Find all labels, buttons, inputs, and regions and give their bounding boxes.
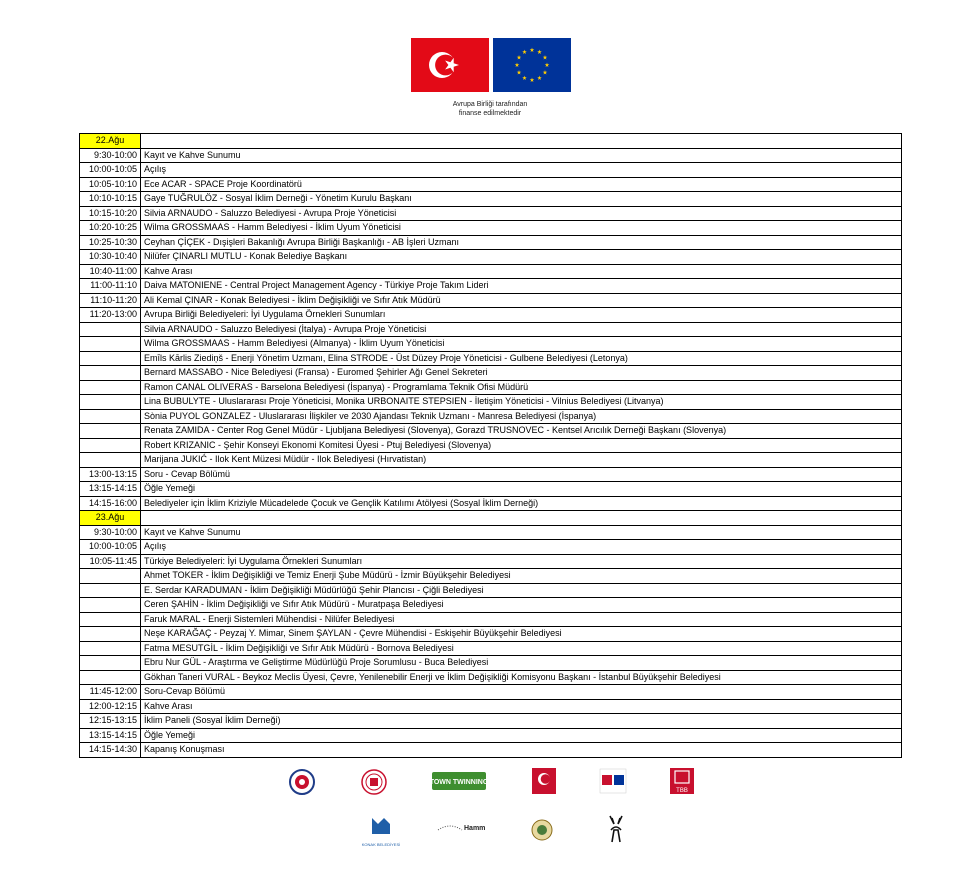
schedule-row <box>80 540 902 555</box>
time-cell <box>80 380 141 395</box>
activity-cell: Ebru Nur GÜL - Araştırma ve Geliştirme Müdürlüğü Proje Sorumlusu - Buca Belediyesi <box>141 656 902 671</box>
header-flags <box>411 38 571 92</box>
day-header-empty <box>141 511 902 526</box>
funded-line-2: finanse edilmektedir <box>458 110 522 117</box>
activity-cell: Silvia ARNAUDO - Saluzzo Belediyesi (İtalya) - Avrupa Proje Yöneticisi <box>141 322 902 337</box>
schedule-table <box>79 133 902 758</box>
time-cell <box>80 337 141 352</box>
activity-cell: Robert KRIZANIC - Şehir Konseyi Ekonomi Komitesi Üyesi - Ptuj Belediyesi (Slovenya) <box>141 438 902 453</box>
time-cell <box>80 569 141 584</box>
town-twinning-text: TOWN TWINNING <box>429 779 489 786</box>
ceb-seal-logo-icon <box>290 770 314 794</box>
time-cell <box>80 670 141 685</box>
schedule-row <box>80 699 902 714</box>
time-cell: 13:15-14:15 <box>80 482 141 497</box>
time-cell: 11:45-12:00 <box>80 685 141 700</box>
schedule-row <box>80 424 902 439</box>
day-label: 23.Ağu <box>80 511 141 526</box>
konak-text: KONAK BELEDİYESİ <box>361 842 401 847</box>
time-cell: 14:15-14:30 <box>80 743 141 758</box>
activity-cell: Soru-Cevap Bölümü <box>141 685 902 700</box>
day-label: 22.Ağu <box>80 134 141 149</box>
schedule-row <box>80 293 902 308</box>
funded-by-eu-caption <box>390 100 590 118</box>
day-header-row <box>80 134 902 149</box>
activity-cell: Kahve Arası <box>141 699 902 714</box>
activity-cell: Gökhan Taneri VURAL - Beykoz Meclis Üyesi, Çevre, Yenilenebilir Enerji ve İklim Değişikliği Komisyonu Başkanı - İstanbul Büyükşehir Belediyesi <box>141 670 902 685</box>
time-cell: 10:15-10:20 <box>80 206 141 221</box>
eu-delegation-logo-icon <box>532 768 556 794</box>
schedule-row <box>80 322 902 337</box>
schedule-row <box>80 554 902 569</box>
schedule-row <box>80 337 902 352</box>
schedule-row <box>80 467 902 482</box>
ministry-seal-logo-icon <box>362 770 386 794</box>
time-cell <box>80 438 141 453</box>
schedule-row <box>80 250 902 265</box>
time-cell: 13:00-13:15 <box>80 467 141 482</box>
activity-cell: Sònia PUYOL GONZALEZ - Uluslararası İlişkiler ve 2030 Ajandası Teknik Uzmanı - Manresa Belediyesi (İspanya) <box>141 409 902 424</box>
activity-cell: Kayıt ve Kahve Sunumu <box>141 148 902 163</box>
time-cell: 10:00-10:05 <box>80 540 141 555</box>
schedule-row <box>80 163 902 178</box>
schedule-row <box>80 743 902 758</box>
schedule-row <box>80 728 902 743</box>
schedule-row <box>80 438 902 453</box>
schedule-row <box>80 569 902 584</box>
activity-cell: Ali Kemal ÇINAR - Konak Belediyesi - İklim Değişikliği ve Sıfır Atık Müdürü <box>141 293 902 308</box>
schedule-row <box>80 583 902 598</box>
schedule-row <box>80 598 902 613</box>
activity-cell: Lina BUBULYTE - Uluslararası Proje Yöneticisi, Monika URBONAITE STEPSIEN - İletişim Yöneticisi - Vilnius Belediyesi (Litvanya) <box>141 395 902 410</box>
activity-cell: Belediyeler için İklim Kriziyle Mücadelede Çocuk ve Gençlik Katılımı Atölyesi (Sosyal İklim Derneği) <box>141 496 902 511</box>
activity-cell: Avrupa Birliği Belediyeleri: İyi Uygulama Örnekleri Sunumları <box>141 308 902 323</box>
activity-cell: Kapanış Konuşması <box>141 743 902 758</box>
time-cell <box>80 583 141 598</box>
activity-cell: Wilma GROSSMAAS - Hamm Belediyesi - İklim Uyum Yöneticisi <box>141 221 902 236</box>
time-cell <box>80 453 141 468</box>
activity-cell: Wilma GROSSMAAS - Hamm Belediyesi (Almanya) - İklim Uyum Yöneticisi <box>141 337 902 352</box>
partner-logos-row-1 <box>280 764 700 800</box>
activity-cell: Soru - Cevap Bölümü <box>141 467 902 482</box>
schedule-row <box>80 308 902 323</box>
activity-cell: Ceyhan ÇİÇEK - Dışişleri Bakanlığı Avrupa Birliği Başkanlığı - AB İşleri Uzmanı <box>141 235 902 250</box>
activity-cell: Açılış <box>141 163 902 178</box>
time-cell: 9:30-10:00 <box>80 148 141 163</box>
time-cell: 12:00-12:15 <box>80 699 141 714</box>
time-cell: 11:00-11:10 <box>80 279 141 294</box>
schedule-row <box>80 221 902 236</box>
time-cell: 14:15-16:00 <box>80 496 141 511</box>
time-cell <box>80 424 141 439</box>
schedule-row <box>80 641 902 656</box>
schedule-row <box>80 612 902 627</box>
schedule-row <box>80 264 902 279</box>
time-cell <box>80 656 141 671</box>
time-cell <box>80 322 141 337</box>
activity-cell: Neşe KARAĞAÇ - Peyzaj Y. Mimar, Sinem ŞAYLAN - Çevre Mühendisi - Eskişehir Büyükşehir Belediyesi <box>141 627 902 642</box>
time-cell: 10:30-10:40 <box>80 250 141 265</box>
schedule-row <box>80 714 902 729</box>
eu-flag-icon <box>493 38 571 92</box>
schedule-row <box>80 656 902 671</box>
activity-cell: Açılış <box>141 540 902 555</box>
hamm-text: Hamm <box>464 825 486 832</box>
schedule-row <box>80 351 902 366</box>
activity-cell: Emīls Kārlis Ziediņš - Enerji Yönetim Uzmanı, Elina STRODE - Üst Düzey Proje Yöneticisi - Gulbene Belediyesi (Letonya) <box>141 351 902 366</box>
activity-cell: Kayıt ve Kahve Sunumu <box>141 525 902 540</box>
activity-cell: E. Serdar KARADUMAN - İklim Değişikliği Müdürlüğü Şehir Plancısı - Çiğli Belediyesi <box>141 583 902 598</box>
tbb-logo-icon <box>670 768 694 794</box>
schedule-row <box>80 177 902 192</box>
time-cell: 10:10-10:15 <box>80 192 141 207</box>
tbb-text: TBB <box>676 788 688 794</box>
activity-cell: Ramon CANAL OLIVERAS - Barselona Belediyesi (İspanya) - Programlama Teknik Ofisi Müdürü <box>141 380 902 395</box>
schedule-row <box>80 148 902 163</box>
activity-cell: Kahve Arası <box>141 264 902 279</box>
schedule-row <box>80 525 902 540</box>
time-cell: 9:30-10:00 <box>80 525 141 540</box>
town-twinning-logo-icon <box>430 772 489 790</box>
time-cell: 10:25-10:30 <box>80 235 141 250</box>
schedule-row <box>80 496 902 511</box>
time-cell <box>80 395 141 410</box>
funded-line-1: Avrupa Birliği tarafından <box>452 101 528 108</box>
hamm-logo-icon <box>438 825 485 832</box>
schedule-row <box>80 206 902 221</box>
activity-cell: Öğle Yemeği <box>141 728 902 743</box>
activity-cell: İklim Paneli (Sosyal İklim Derneği) <box>141 714 902 729</box>
schedule-row <box>80 482 902 497</box>
time-cell: 10:05-11:45 <box>80 554 141 569</box>
day-header-row <box>80 511 902 526</box>
turkey-flag-icon <box>411 38 489 92</box>
time-cell: 10:40-11:00 <box>80 264 141 279</box>
schedule-row <box>80 685 902 700</box>
activity-cell: Fatma MESUTGİL - İklim Değişikliği ve Sıfır Atık Müdürü - Bornova Belediyesi <box>141 641 902 656</box>
activity-cell: Ahmet TOKER - İklim Değişikliği ve Temiz Enerji Şube Müdürü - İzmir Büyükşehir Belediyesi <box>141 569 902 584</box>
activity-cell: Silvia ARNAUDO - Saluzzo Belediyesi - Avrupa Proje Yöneticisi <box>141 206 902 221</box>
schedule-row <box>80 627 902 642</box>
activity-cell: Faruk MARAL - Enerji Sistemleri Mühendisi - Nilüfer Belediyesi <box>141 612 902 627</box>
eu-tr-logo-icon <box>600 769 626 793</box>
activity-cell: Ece ACAR - SPACE Proje Koordinatörü <box>141 177 902 192</box>
schedule-row <box>80 395 902 410</box>
time-cell <box>80 612 141 627</box>
time-cell: 10:00-10:05 <box>80 163 141 178</box>
schedule-row <box>80 279 902 294</box>
schedule-row <box>80 235 902 250</box>
time-cell: 10:05-10:10 <box>80 177 141 192</box>
activity-cell: Bernard MASSABO - Nice Belediyesi (Fransa) - Euromed Şehirler Ağı Genel Sekreteri <box>141 366 902 381</box>
activity-cell: Türkiye Belediyeleri: İyi Uygulama Örnekleri Sunumları <box>141 554 902 569</box>
time-cell <box>80 409 141 424</box>
time-cell <box>80 598 141 613</box>
time-cell <box>80 351 141 366</box>
schedule-row <box>80 380 902 395</box>
activity-cell: Nilüfer ÇINARLI MUTLU - Konak Belediye Başkanı <box>141 250 902 265</box>
time-cell <box>80 366 141 381</box>
day-header-empty <box>141 134 902 149</box>
activity-cell: Gaye TUĞRULÖZ - Sosyal İklim Derneği - Yönetim Kurulu Başkanı <box>141 192 902 207</box>
schedule-row <box>80 409 902 424</box>
activity-cell: Daiva MATONIENE - Central Project Management Agency - Türkiye Proje Takım Lideri <box>141 279 902 294</box>
partner-logos-row-2 <box>280 814 700 850</box>
time-cell: 12:15-13:15 <box>80 714 141 729</box>
schedule-row <box>80 670 902 685</box>
activity-cell: Marijana JUKIĆ - Ilok Kent Müzesi Müdür - Ilok Belediyesi (Hırvatistan) <box>141 453 902 468</box>
time-cell: 13:15-14:15 <box>80 728 141 743</box>
time-cell: 10:20-10:25 <box>80 221 141 236</box>
activity-cell: Renata ZAMIDA - Center Rog Genel Müdür - Ljubljana Belediyesi (Slovenya), Gorazd TRUSNOVEC - Kentsel Arıcılık Derneği Başkanı (Slovenya) <box>141 424 902 439</box>
time-cell <box>80 641 141 656</box>
time-cell: 11:10-11:20 <box>80 293 141 308</box>
schedule-row <box>80 366 902 381</box>
schedule-row <box>80 453 902 468</box>
deer-logo-icon <box>610 816 622 842</box>
activity-cell: Ceren ŞAHİN - İklim Değişikliği ve Sıfır Atık Müdürü - Muratpaşa Belediyesi <box>141 598 902 613</box>
coat-of-arms-logo-icon <box>532 820 552 840</box>
time-cell: 11:20-13:00 <box>80 308 141 323</box>
schedule-row <box>80 192 902 207</box>
activity-cell: Öğle Yemeği <box>141 482 902 497</box>
time-cell <box>80 627 141 642</box>
konak-logo-icon <box>362 818 400 847</box>
